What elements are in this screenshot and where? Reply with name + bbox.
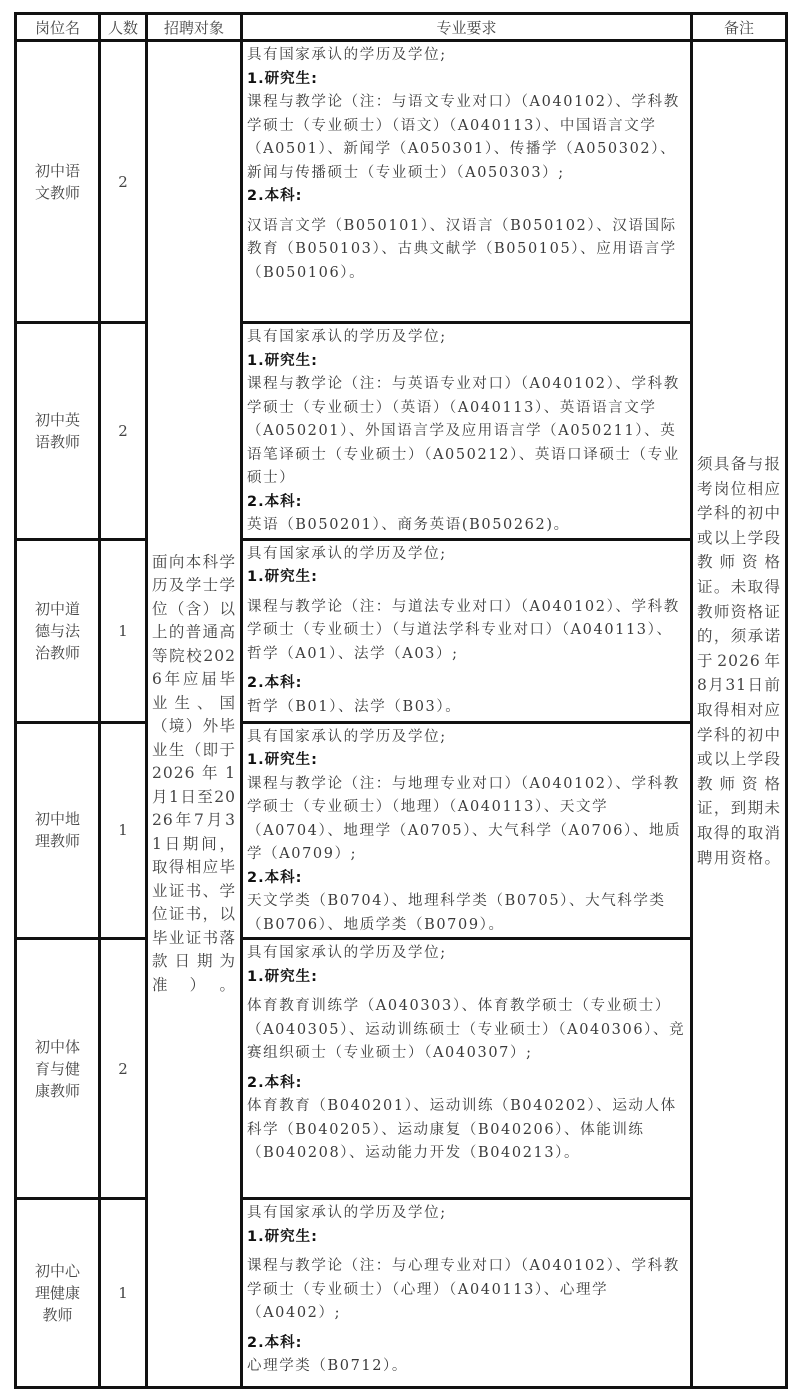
position-name: 初中英语教师 — [16, 323, 100, 540]
position-count: 1 — [100, 722, 147, 939]
req-intro: 具有国家承认的学历及学位; — [247, 945, 447, 961]
ug-label: 2.本科: — [247, 1334, 303, 1351]
table-row — [16, 41, 787, 323]
ug-label: 2.本科: — [247, 493, 303, 510]
position-count: 1 — [100, 539, 147, 722]
position-name: 初中道德与法治教师 — [16, 539, 100, 722]
recruitment-target-text: 面向本科学历及学士学位（含）以上的普通高等院校2026年应届毕业生、国（境）外毕业生（即于2026年1月1日至2026年7月31日期间，取得相应毕业证书、学位证书，以毕业证书落款日期为准）。 — [152, 552, 236, 994]
position-name: 初中地理教师 — [16, 722, 100, 939]
header-position: 岗位名 — [16, 14, 100, 41]
ug-majors: 英语（B050201）、商务英语(B050262)。 — [247, 517, 570, 533]
major-requirements — [242, 323, 692, 540]
header-target: 招聘对象 — [147, 14, 242, 41]
table-row — [16, 1199, 787, 1388]
ug-majors: 心理学类（B0712）。 — [247, 1358, 409, 1374]
ug-label: 2.本科: — [247, 869, 303, 886]
ug-majors: 天文学类（B0704）、地理科学类（B0705）、大气科学类（B0706）、地质学类（B0709）。 — [247, 893, 666, 933]
position-name: 初中体育与健康教师 — [16, 939, 100, 1199]
grad-majors: 课程与教学论（注：与英语专业对口）（A040102）、学科教学硕士（专业硕士）（英语）（A040113）、英语语言文学（A050201）、外国语言学及应用语言学（A050211）、英语笔译硕士（专业硕士）（A050212）、英语口译硕士（专业硕士） — [247, 376, 680, 486]
ug-label: 2.本科: — [247, 1074, 303, 1091]
ug-label: 2.本科: — [247, 675, 303, 691]
table-row — [16, 323, 787, 540]
req-intro: 具有国家承认的学历及学位; — [247, 329, 447, 345]
table-row — [16, 939, 787, 1199]
grad-majors: 课程与教学论（注：与道法专业对口）（A040102）、学科教学硕士（专业硕士）（与道法学科专业对口）（A040113）、哲学（A01）、法学（A03）; — [247, 598, 680, 662]
ug-label: 2.本科: — [247, 188, 303, 204]
ug-majors: 哲学（B01）、法学（B03）。 — [247, 698, 462, 715]
table-row — [16, 539, 787, 722]
grad-majors: 课程与教学论（注：与语文专业对口）（A040102）、学科教学硕士（专业硕士）（语文）（A040113）、中国语言文学（A0501）、新闻学（A050301）、传播学（A050302）、新闻与传播硕士（专业硕士）（A050303）; — [247, 94, 680, 181]
grad-majors: 课程与教学论（注：与心理专业对口）（A040102）、学科教学硕士（专业硕士）（心理）（A040113）、心理学（A0402）; — [247, 1258, 680, 1321]
major-requirements — [242, 1199, 692, 1388]
grad-label: 1.研究生: — [247, 968, 318, 985]
remark — [692, 41, 787, 1388]
header-remark: 备注 — [692, 14, 787, 41]
req-intro: 具有国家承认的学历及学位; — [247, 728, 447, 745]
major-requirements — [242, 539, 692, 722]
req-intro: 具有国家承认的学历及学位; — [247, 545, 447, 562]
position-name: 初中心理健康教师 — [16, 1199, 100, 1388]
grad-label: 1.研究生: — [247, 352, 318, 369]
header-requirements: 专业要求 — [242, 14, 692, 41]
ug-majors: 体育教育（B040201）、运动训练（B040202）、运动人体科学（B040205）、运动康复（B040206）、体能训练（B040208）、运动能力开发（B040213）。 — [247, 1098, 677, 1161]
grad-label: 1.研究生: — [247, 70, 318, 87]
recruitment-table — [14, 12, 788, 1389]
table-row — [16, 722, 787, 939]
header-count: 人数 — [100, 14, 147, 41]
major-requirements — [242, 722, 692, 939]
position-count: 2 — [100, 939, 147, 1199]
header-row — [16, 14, 787, 41]
grad-majors: 课程与教学论（注：与地理专业对口）（A040102）、学科教学硕士（专业硕士）（地理）（A040113）、天文学（A0704）、地理学（A0705）、大气科学（A0706）、地质学（A0709）; — [247, 775, 682, 862]
remark-text: 须具备与报考岗位相应学科的初中或以上学段教师资格证。未取得教师资格证的，须承诺于2026年8月31日前取得相对应学科的初中或以上学段教师资格证，到期未取得的取消聘用资格。 — [697, 455, 781, 867]
major-requirements — [242, 41, 692, 323]
major-requirements — [242, 939, 692, 1199]
position-count: 1 — [100, 1199, 147, 1388]
grad-label: 1.研究生: — [247, 1228, 318, 1245]
grad-label: 1.研究生: — [247, 569, 318, 585]
recruitment-target — [147, 41, 242, 1388]
req-intro: 具有国家承认的学历及学位; — [247, 47, 447, 63]
position-name: 初中语文教师 — [16, 41, 100, 323]
grad-majors: 体育教育训练学（A040303）、体育教学硕士（专业硕士）（A040305）、运动训练硕士（专业硕士）（A040306）、竞赛组织硕士（专业硕士）（A040307）; — [247, 998, 686, 1061]
req-intro: 具有国家承认的学历及学位; — [247, 1205, 447, 1221]
position-count: 2 — [100, 41, 147, 323]
grad-label: 1.研究生: — [247, 752, 318, 768]
ug-majors: 汉语言文学（B050101）、汉语言（B050102）、汉语国际教育（B050103）、古典文献学（B050105）、应用语言学（B050106）。 — [247, 217, 677, 281]
position-count: 2 — [100, 323, 147, 540]
